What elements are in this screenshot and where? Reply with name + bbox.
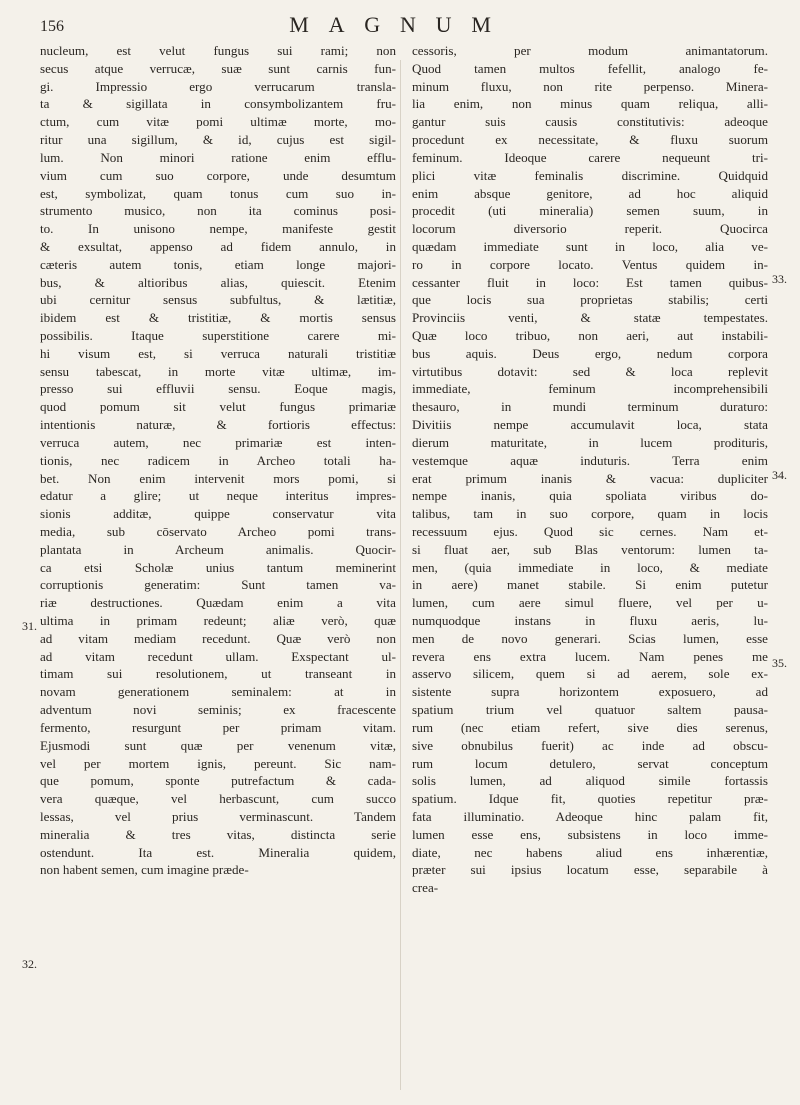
left-column-line: quod pomum sit velut fungus primariæ	[40, 399, 396, 415]
left-column-line: & exsultat, appenso ad fidem annulo, in	[40, 238, 396, 254]
left-column-line: tionis, nec radicem in Archeo totali ha-	[40, 452, 396, 468]
right-column-line: feminum. Ideoque carere nequeunt tri-	[412, 149, 768, 165]
left-column-line: est, symbolizat, quam tonus cum suo in-	[40, 185, 396, 201]
right-column-line: thesauro, in mundi terminum duraturo:	[412, 399, 768, 415]
left-column-line: strumento musico, non ita cominus posi-	[40, 203, 396, 219]
right-column-line: bus aquis. Deus ergo, nedum corpora	[412, 345, 768, 361]
left-column-line: to. In unisono nempe, manifeste gestit	[40, 221, 396, 237]
left-column-line: novam generationem seminalem: at in	[40, 684, 396, 700]
left-column-line: que pomum, sponte putrefactum & cada-	[40, 773, 396, 789]
right-column-line: erat primum inanis & vacua: dupliciter	[412, 470, 768, 486]
left-column-line: vium cum suo corpore, unde desumtum	[40, 167, 396, 183]
left-column-line: bus, & altioribus alias, quiescit. Etenim	[40, 274, 396, 290]
right-column-line: men, (quia immediate in loco, & mediate	[412, 559, 768, 575]
right-column-line: ro in corpore locato. Ventus quidem in-	[412, 256, 768, 272]
left-column-line: sionis additæ, quippe conservatur vita	[40, 506, 396, 522]
left-column-line: verruca autem, nec primariæ est inten-	[40, 434, 396, 450]
right-column-line: diate, nec habens aliud ens inhærentiæ,	[412, 844, 768, 860]
right-column-line: in aere) manet stabile. Si enim putetur	[412, 577, 768, 593]
margin-number-31: 31.	[22, 619, 37, 633]
right-column-line: locorum diversorio reperit. Quocirca	[412, 221, 768, 237]
right-column-line: lia enim, non minus quam reliqua, alli-	[412, 96, 768, 112]
left-column-line: gi. Impressio ergo verrucarum transla-	[40, 78, 396, 94]
right-column-line: solis lumen, ad aliquod simile fortassis	[412, 773, 768, 789]
page-header	[40, 8, 760, 42]
right-column-line: minum fluxu, non rite perpenso. Minera-	[412, 78, 768, 94]
left-column-line: ctum, cum vitæ pomi ultimæ morte, mo-	[40, 114, 396, 130]
right-column-line: si fluat aer, sub Blas ventorum: lumen ta-	[412, 541, 768, 557]
right-column-line: asservo silicem, quem si ad aerem, sole ex-	[412, 666, 768, 682]
left-column-line: presso sui effluvii sensu. Eoque magis,	[40, 381, 396, 397]
left-column-line: intentionis naturæ, & fortioris effectus:	[40, 417, 396, 433]
left-column-line: corruptionis generatim: Sunt tamen va-	[40, 577, 396, 593]
left-column-line: ubi cernitur sensus subfultus, & lætitiæ,	[40, 292, 396, 308]
right-column	[412, 42, 768, 897]
left-column-line: bet. Non enim intervenit mors pomi, si	[40, 470, 396, 486]
left-column-line: ca etsi Scholæ unius tantum meminerint	[40, 559, 396, 575]
margin-number-35: 35.	[772, 656, 787, 670]
left-column-line: ritur una sigillum, & id, cujus est sigil-	[40, 132, 396, 148]
left-column-line: mineralia & tres vitas, distincta serie	[40, 826, 396, 842]
right-column-line: quædam immediate sunt in loco, alia ve-	[412, 238, 768, 254]
left-column-line: ostendunt. Ita est. Mineralia quidem,	[40, 844, 396, 860]
right-column-line: præter sui ipsius locatum esse, separabile à	[412, 862, 768, 878]
right-column-line: revera ens extra lucem. Nam penes me	[412, 648, 768, 664]
right-column-line: nempe inanis, quia spoliata viribus do-	[412, 488, 768, 504]
left-column-line: nucleum, est velut fungus sui rami; non	[40, 43, 396, 58]
left-column-line: non habent semen, cum imagine præde-	[40, 862, 249, 878]
right-column-line: cessoris, per modum animantatorum.	[412, 43, 768, 58]
right-column-line: vestemque aquæ induturis. Terra enim	[412, 452, 768, 468]
right-column-line: spatium. Idque fit, quoties repetitur præ-	[412, 791, 768, 807]
left-column-line: timam sui resolutionem, ut transeant in	[40, 666, 396, 682]
right-column-line: fata illuminatio. Adeoque hinc palam fit,	[412, 808, 768, 824]
right-column-line: enim absque genitore, ad hoc aliquid	[412, 185, 768, 201]
left-column-line: ibidem est & tristitiæ, & mortis sensus	[40, 310, 396, 326]
margin-number-34: 34.	[772, 468, 787, 482]
running-title: MAGNUM	[289, 12, 511, 37]
right-column-line: dierum maturitate, in lucem prodituris,	[412, 434, 768, 450]
page-number: 156	[40, 18, 64, 35]
right-column-line: procedunt ex necessitate, & fluxu suorum	[412, 132, 768, 148]
left-column-line: vel per mortem ignis, pereunt. Sic nam-	[40, 755, 396, 771]
left-column	[40, 42, 396, 879]
margin-number-32: 32.	[22, 957, 37, 971]
right-column-line: numquodque instans in fluxu aeris, lu-	[412, 613, 768, 628]
right-column-line: immediate, feminum incomprehensibili	[412, 381, 768, 397]
left-column-line: ta & sigillata in consymbolizantem fru-	[40, 96, 396, 112]
left-column-line: Ejusmodi sunt quæ per venenum vitæ,	[40, 737, 396, 753]
right-column-line: que locis sua proprietas stabilis; certi	[412, 292, 768, 308]
left-column-line: ultima in primam redeunt; aliæ verò, quæ	[40, 613, 396, 628]
left-column-line: sensu tabescat, in morte vitæ ultimæ, im-	[40, 363, 396, 379]
left-column-line: possibilis. Itaque superstitione carere mi-	[40, 328, 396, 343]
left-column-line: plantata in Archeum animalis. Quocir-	[40, 541, 396, 557]
left-column-line: adventum novi seminis; ex fracescente	[40, 702, 396, 718]
right-column-line: lumen, cum aere simul fluere, vel per u-	[412, 595, 768, 611]
right-column-line: gantur suis causis constitutivis: adeoque	[412, 114, 768, 130]
margin-number-33: 33.	[772, 272, 787, 286]
left-column-line: lessas, vel prius verminascunt. Tandem	[40, 808, 396, 824]
right-column-line: crea-	[412, 880, 439, 896]
right-column-line: virtutibus dotavit: sed & loca replevit	[412, 363, 768, 379]
left-column-line: fermento, resurgunt per primam vitam.	[40, 719, 396, 735]
right-column-line: Quod tamen multos fefellit, analogo fe-	[412, 60, 768, 76]
right-column-line: sive obnubilus fuerit) ac inde ad obscu-	[412, 737, 768, 753]
right-column-line: rum locum detulero, servat conceptum	[412, 755, 768, 771]
right-column-line: lumen esse ens, subsistens in loco imme-	[412, 826, 768, 842]
right-column-line: plici vitæ feminalis discrimine. Quidquid	[412, 167, 768, 183]
left-column-line: lum. Non minori ratione enim efflu-	[40, 149, 396, 165]
left-column-line: hi visum est, si verruca naturali tristitiæ	[40, 345, 396, 361]
left-column-line: cæteris autem tonis, etiam longe majori-	[40, 256, 396, 272]
left-column-line: riæ destructiones. Quædam enim a vita	[40, 595, 396, 611]
right-column-line: talibus, tam in suo corpore, quam in locis	[412, 506, 768, 522]
column-gutter	[400, 60, 401, 1090]
right-column-line: Provinciis venti, & statæ tempestates.	[412, 310, 768, 326]
right-column-line: men de novo generari. Scias lumen, esse	[412, 630, 768, 646]
right-column-line: Divitiis nempe accumulavit loca, stata	[412, 417, 768, 433]
right-column-line: sistente supra horizontem exposuero, ad	[412, 684, 768, 700]
left-column-line: secus atque verrucæ, suæ sunt carnis fun-	[40, 60, 396, 76]
left-column-line: vera quæque, vel herbascunt, cum succo	[40, 791, 396, 807]
right-column-line: recessuum ejus. Quod sic cernes. Nam et-	[412, 523, 768, 539]
left-column-line: ad vitam mediam recedunt. Quæ verò non	[40, 630, 396, 646]
right-column-line: procedit (uti mineralia) semen suum, in	[412, 203, 768, 219]
right-column-line: cessanter fluit in loco: Est tamen quibus-	[412, 274, 768, 290]
left-column-line: ad vitam recedunt ullam. Exspectant ul-	[40, 648, 396, 664]
right-column-line: rum (nec etiam refert, sive dies serenus,	[412, 719, 768, 735]
right-column-line: Quæ loco tribuo, non aeri, aut instabili-	[412, 328, 768, 343]
left-column-line: media, sub cōservato Archeo pomi trans-	[40, 523, 396, 539]
left-column-line: edatur a glire; ut neque interitus impres-	[40, 488, 396, 504]
right-column-line: spatium trium vel quatuor saltem pausa-	[412, 702, 768, 718]
